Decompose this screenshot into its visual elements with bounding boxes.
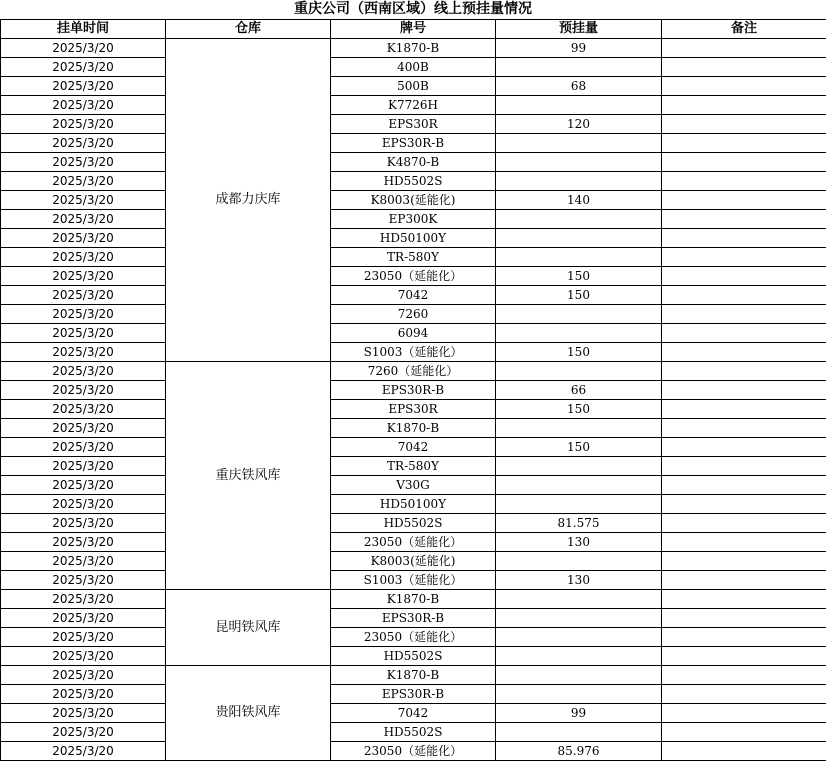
cell-grade[interactable]: K8003(延能化) [331, 552, 496, 571]
cell-pre-listed-qty[interactable]: 99 [496, 704, 662, 723]
cell-grade[interactable]: 6094 [331, 324, 496, 343]
table-row [1, 229, 826, 248]
cell-pre-listed-qty[interactable] [496, 419, 662, 438]
cell-listing-date[interactable]: 2025/3/20 [1, 115, 166, 134]
cell-listing-date[interactable]: 2025/3/20 [1, 666, 166, 685]
cell-remarks[interactable] [662, 305, 826, 324]
cell-grade[interactable]: 23050（延能化） [331, 628, 496, 647]
cell-grade[interactable]: HD50100Y [331, 495, 496, 514]
table-row [1, 305, 826, 324]
cell-grade[interactable]: 500B [331, 77, 496, 96]
cell-listing-date[interactable]: 2025/3/20 [1, 267, 166, 286]
cell-remarks[interactable] [662, 362, 826, 381]
table-row [1, 77, 826, 96]
header-grade[interactable]: 牌号 [331, 20, 496, 39]
cell-listing-date[interactable]: 2025/3/20 [1, 324, 166, 343]
cell-listing-date[interactable]: 2025/3/20 [1, 685, 166, 704]
cell-remarks[interactable] [662, 609, 826, 628]
cell-grade[interactable]: EPS30R [331, 115, 496, 134]
cell-pre-listed-qty[interactable] [496, 647, 662, 666]
cell-grade[interactable]: 7042 [331, 704, 496, 723]
cell-remarks[interactable] [662, 172, 826, 191]
cell-remarks[interactable] [662, 723, 826, 742]
cell-grade[interactable]: TR-580Y [331, 457, 496, 476]
cell-listing-date[interactable]: 2025/3/20 [1, 229, 166, 248]
cell-pre-listed-qty[interactable] [496, 495, 662, 514]
cell-listing-date[interactable]: 2025/3/20 [1, 153, 166, 172]
cell-pre-listed-qty[interactable]: 99 [496, 39, 662, 58]
cell-grade[interactable]: 23050（延能化） [331, 267, 496, 286]
cell-pre-listed-qty[interactable] [496, 552, 662, 571]
cell-grade[interactable]: 23050（延能化） [331, 742, 496, 761]
cell-remarks[interactable] [662, 495, 826, 514]
table-row [1, 590, 826, 609]
cell-listing-date[interactable]: 2025/3/20 [1, 191, 166, 210]
table-row [1, 362, 826, 381]
cell-grade[interactable]: EPS30R-B [331, 685, 496, 704]
cell-grade[interactable]: 7260 [331, 305, 496, 324]
table-body [1, 39, 826, 761]
table-row [1, 400, 826, 419]
cell-remarks[interactable] [662, 324, 826, 343]
cell-grade[interactable]: 7042 [331, 286, 496, 305]
cell-grade[interactable]: HD5502S [331, 723, 496, 742]
cell-pre-listed-qty[interactable] [496, 685, 662, 704]
cell-remarks[interactable] [662, 514, 826, 533]
cell-remarks[interactable] [662, 191, 826, 210]
cell-listing-date[interactable]: 2025/3/20 [1, 39, 166, 58]
cell-remarks[interactable] [662, 343, 826, 362]
table-row [1, 476, 826, 495]
cell-listing-date[interactable]: 2025/3/20 [1, 457, 166, 476]
cell-pre-listed-qty[interactable] [496, 476, 662, 495]
table-row [1, 704, 826, 723]
cell-listing-date[interactable]: 2025/3/20 [1, 362, 166, 381]
table-row [1, 324, 826, 343]
header-row [1, 20, 826, 39]
table-row [1, 457, 826, 476]
cell-pre-listed-qty[interactable]: 66 [496, 381, 662, 400]
cell-grade[interactable]: EPS30R-B [331, 381, 496, 400]
cell-remarks[interactable] [662, 438, 826, 457]
cell-pre-listed-qty[interactable]: 150 [496, 438, 662, 457]
cell-remarks[interactable] [662, 457, 826, 476]
cell-listing-date[interactable]: 2025/3/20 [1, 533, 166, 552]
cell-pre-listed-qty[interactable]: 140 [496, 191, 662, 210]
cell-remarks[interactable] [662, 590, 826, 609]
cell-grade[interactable]: K8003(延能化) [331, 191, 496, 210]
cell-pre-listed-qty[interactable]: 130 [496, 571, 662, 590]
cell-remarks[interactable] [662, 39, 826, 58]
cell-remarks[interactable] [662, 286, 826, 305]
cell-grade[interactable]: TR-580Y [331, 248, 496, 267]
table-row [1, 58, 826, 77]
table-row [1, 39, 826, 58]
cell-warehouse[interactable]: 成都力庆库 [166, 39, 331, 362]
cell-grade[interactable]: EPS30R-B [331, 134, 496, 153]
cell-remarks[interactable] [662, 552, 826, 571]
cell-pre-listed-qty[interactable]: 85.976 [496, 742, 662, 761]
table-row [1, 191, 826, 210]
cell-pre-listed-qty[interactable]: 120 [496, 115, 662, 134]
cell-pre-listed-qty[interactable]: 150 [496, 267, 662, 286]
cell-listing-date[interactable]: 2025/3/20 [1, 609, 166, 628]
cell-listing-date[interactable]: 2025/3/20 [1, 77, 166, 96]
cell-grade[interactable]: 23050（延能化） [331, 533, 496, 552]
cell-pre-listed-qty[interactable] [496, 362, 662, 381]
cell-remarks[interactable] [662, 742, 826, 761]
cell-remarks[interactable] [662, 77, 826, 96]
cell-listing-date[interactable]: 2025/3/20 [1, 286, 166, 305]
cell-grade[interactable]: K1870-B [331, 590, 496, 609]
table-row [1, 495, 826, 514]
cell-grade[interactable]: HD50100Y [331, 229, 496, 248]
cell-warehouse[interactable]: 贵阳铁风库 [166, 666, 331, 761]
table-row [1, 552, 826, 571]
cell-pre-listed-qty[interactable]: 68 [496, 77, 662, 96]
cell-remarks[interactable] [662, 628, 826, 647]
table-row [1, 514, 826, 533]
cell-remarks[interactable] [662, 134, 826, 153]
cell-listing-date[interactable]: 2025/3/20 [1, 514, 166, 533]
cell-remarks[interactable] [662, 229, 826, 248]
cell-grade[interactable]: K1870-B [331, 39, 496, 58]
cell-listing-date[interactable]: 2025/3/20 [1, 628, 166, 647]
cell-grade[interactable]: 7042 [331, 438, 496, 457]
table-row [1, 571, 826, 590]
table-row [1, 647, 826, 666]
table-row [1, 153, 826, 172]
cell-listing-date[interactable]: 2025/3/20 [1, 134, 166, 153]
cell-pre-listed-qty[interactable] [496, 305, 662, 324]
cell-listing-date[interactable]: 2025/3/20 [1, 381, 166, 400]
cell-grade[interactable]: EP300K [331, 210, 496, 229]
cell-listing-date[interactable]: 2025/3/20 [1, 172, 166, 191]
cell-remarks[interactable] [662, 248, 826, 267]
cell-grade[interactable]: K7726H [331, 96, 496, 115]
cell-remarks[interactable] [662, 267, 826, 286]
cell-grade[interactable]: 7260（延能化） [331, 362, 496, 381]
table-row [1, 628, 826, 647]
cell-pre-listed-qty[interactable] [496, 666, 662, 685]
cell-pre-listed-qty[interactable] [496, 590, 662, 609]
cell-listing-date[interactable]: 2025/3/20 [1, 96, 166, 115]
cell-remarks[interactable] [662, 704, 826, 723]
cell-listing-date[interactable]: 2025/3/20 [1, 476, 166, 495]
cell-pre-listed-qty[interactable] [496, 457, 662, 476]
header-pre-listed-qty[interactable]: 预挂量 [496, 20, 662, 39]
table-row [1, 248, 826, 267]
cell-remarks[interactable] [662, 381, 826, 400]
cell-grade[interactable]: S1003（延能化） [331, 343, 496, 362]
cell-listing-date[interactable]: 2025/3/20 [1, 210, 166, 229]
cell-pre-listed-qty[interactable]: 81.575 [496, 514, 662, 533]
table-row [1, 609, 826, 628]
cell-pre-listed-qty[interactable] [496, 229, 662, 248]
cell-remarks[interactable] [662, 571, 826, 590]
cell-pre-listed-qty[interactable] [496, 172, 662, 191]
cell-listing-date[interactable]: 2025/3/20 [1, 248, 166, 267]
table-row [1, 381, 826, 400]
cell-pre-listed-qty[interactable] [496, 153, 662, 172]
cell-grade[interactable]: S1003（延能化） [331, 571, 496, 590]
table-row [1, 96, 826, 115]
cell-listing-date[interactable]: 2025/3/20 [1, 723, 166, 742]
cell-listing-date[interactable]: 2025/3/20 [1, 571, 166, 590]
cell-listing-date[interactable]: 2025/3/20 [1, 552, 166, 571]
table-row [1, 172, 826, 191]
cell-listing-date[interactable]: 2025/3/20 [1, 343, 166, 362]
cell-pre-listed-qty[interactable] [496, 134, 662, 153]
pre-listing-table [0, 19, 826, 761]
cell-grade[interactable]: HD5502S [331, 172, 496, 191]
cell-pre-listed-qty[interactable] [496, 628, 662, 647]
cell-remarks[interactable] [662, 533, 826, 552]
cell-grade[interactable]: EPS30R-B [331, 609, 496, 628]
table-row [1, 666, 826, 685]
table-row [1, 286, 826, 305]
table-row [1, 685, 826, 704]
cell-listing-date[interactable]: 2025/3/20 [1, 704, 166, 723]
cell-grade[interactable]: HD5502S [331, 514, 496, 533]
cell-grade[interactable]: V30G [331, 476, 496, 495]
table-row [1, 419, 826, 438]
cell-grade[interactable]: 400B [331, 58, 496, 77]
table-row [1, 723, 826, 742]
cell-pre-listed-qty[interactable] [496, 58, 662, 77]
cell-pre-listed-qty[interactable] [496, 96, 662, 115]
cell-listing-date[interactable]: 2025/3/20 [1, 495, 166, 514]
cell-warehouse[interactable]: 昆明铁风库 [166, 590, 331, 666]
cell-warehouse[interactable]: 重庆铁风库 [166, 362, 331, 590]
cell-remarks[interactable] [662, 153, 826, 172]
cell-remarks[interactable] [662, 685, 826, 704]
table-row [1, 343, 826, 362]
header-listing-time[interactable]: 挂单时间 [1, 20, 166, 39]
cell-remarks[interactable] [662, 210, 826, 229]
cell-grade[interactable]: K4870-B [331, 153, 496, 172]
header-warehouse[interactable]: 仓库 [166, 20, 331, 39]
cell-listing-date[interactable]: 2025/3/20 [1, 647, 166, 666]
cell-grade[interactable]: HD5502S [331, 647, 496, 666]
cell-remarks[interactable] [662, 58, 826, 77]
cell-grade[interactable]: K1870-B [331, 419, 496, 438]
cell-listing-date[interactable]: 2025/3/20 [1, 590, 166, 609]
cell-listing-date[interactable]: 2025/3/20 [1, 400, 166, 419]
cell-pre-listed-qty[interactable]: 150 [496, 343, 662, 362]
cell-pre-listed-qty[interactable]: 130 [496, 533, 662, 552]
table-row [1, 267, 826, 286]
cell-pre-listed-qty[interactable] [496, 609, 662, 628]
table-row [1, 134, 826, 153]
cell-grade[interactable]: K1870-B [331, 666, 496, 685]
table-row [1, 438, 826, 457]
cell-pre-listed-qty[interactable] [496, 723, 662, 742]
cell-pre-listed-qty[interactable]: 150 [496, 286, 662, 305]
table-row [1, 210, 826, 229]
cell-listing-date[interactable]: 2025/3/20 [1, 419, 166, 438]
table-row [1, 533, 826, 552]
cell-remarks[interactable] [662, 96, 826, 115]
cell-listing-date[interactable]: 2025/3/20 [1, 742, 166, 761]
cell-remarks[interactable] [662, 647, 826, 666]
cell-pre-listed-qty[interactable]: 150 [496, 400, 662, 419]
cell-listing-date[interactable]: 2025/3/20 [1, 438, 166, 457]
cell-remarks[interactable] [662, 666, 826, 685]
cell-remarks[interactable] [662, 400, 826, 419]
table-row [1, 742, 826, 761]
cell-listing-date[interactable]: 2025/3/20 [1, 305, 166, 324]
header-remarks[interactable]: 备注 [662, 20, 826, 39]
cell-remarks[interactable] [662, 476, 826, 495]
sheet-title[interactable]: 重庆公司（西南区域）线上预挂量情况 [294, 1, 532, 17]
cell-pre-listed-qty[interactable] [496, 248, 662, 267]
cell-grade[interactable]: EPS30R [331, 400, 496, 419]
cell-pre-listed-qty[interactable] [496, 210, 662, 229]
cell-remarks[interactable] [662, 419, 826, 438]
cell-remarks[interactable] [662, 115, 826, 134]
cell-pre-listed-qty[interactable] [496, 324, 662, 343]
table-row [1, 115, 826, 134]
cell-listing-date[interactable]: 2025/3/20 [1, 58, 166, 77]
